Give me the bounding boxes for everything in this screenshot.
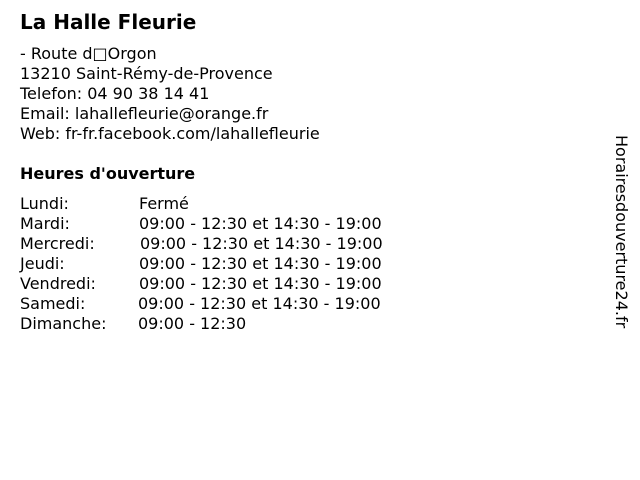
opening-hours-list — [20, 194, 440, 334]
day-label: Mercredi: — [20, 234, 95, 253]
hours-row-saturday — [20, 294, 440, 314]
opening-hours-heading: Heures d'ouverture — [20, 164, 196, 183]
day-label: Mardi: — [20, 214, 70, 233]
day-hours: 09:00 - 12:30 et 14:30 - 19:00 — [138, 294, 381, 313]
day-hours: 09:00 - 12:30 et 14:30 - 19:00 — [139, 214, 382, 233]
day-label: Samedi: — [20, 294, 86, 313]
hours-row-friday — [20, 274, 440, 294]
hours-row-tuesday — [20, 214, 440, 234]
day-label: Jeudi: — [20, 254, 65, 273]
hours-row-thursday — [20, 254, 440, 274]
day-label: Vendredi: — [20, 274, 96, 293]
phone-number: Telefon: 04 90 38 14 41 — [20, 84, 210, 103]
business-name: La Halle Fleurie — [20, 10, 197, 34]
hours-row-sunday — [20, 314, 440, 334]
day-label: Dimanche: — [20, 314, 107, 333]
day-hours: 09:00 - 12:30 et 14:30 - 19:00 — [139, 254, 382, 273]
hours-row-monday — [20, 194, 440, 214]
day-hours: 09:00 - 12:30 et 14:30 - 19:00 — [140, 234, 383, 253]
site-watermark: Horairesdouverture24.fr — [612, 135, 631, 329]
day-hours: 09:00 - 12:30 — [138, 314, 247, 333]
hours-row-wednesday — [20, 234, 440, 254]
email-address: Email: lahallefleurie@orange.fr — [20, 104, 269, 123]
day-hours: Fermé — [139, 194, 189, 213]
website-address: Web: fr-fr.facebook.com/lahallefleurie — [20, 124, 320, 143]
city-address: 13210 Saint-Rémy-de-Provence — [20, 64, 273, 83]
day-label: Lundi: — [20, 194, 69, 213]
day-hours: 09:00 - 12:30 et 14:30 - 19:00 — [139, 274, 382, 293]
business-address-block — [20, 44, 320, 144]
street-address: - Route d□Orgon — [20, 44, 157, 63]
